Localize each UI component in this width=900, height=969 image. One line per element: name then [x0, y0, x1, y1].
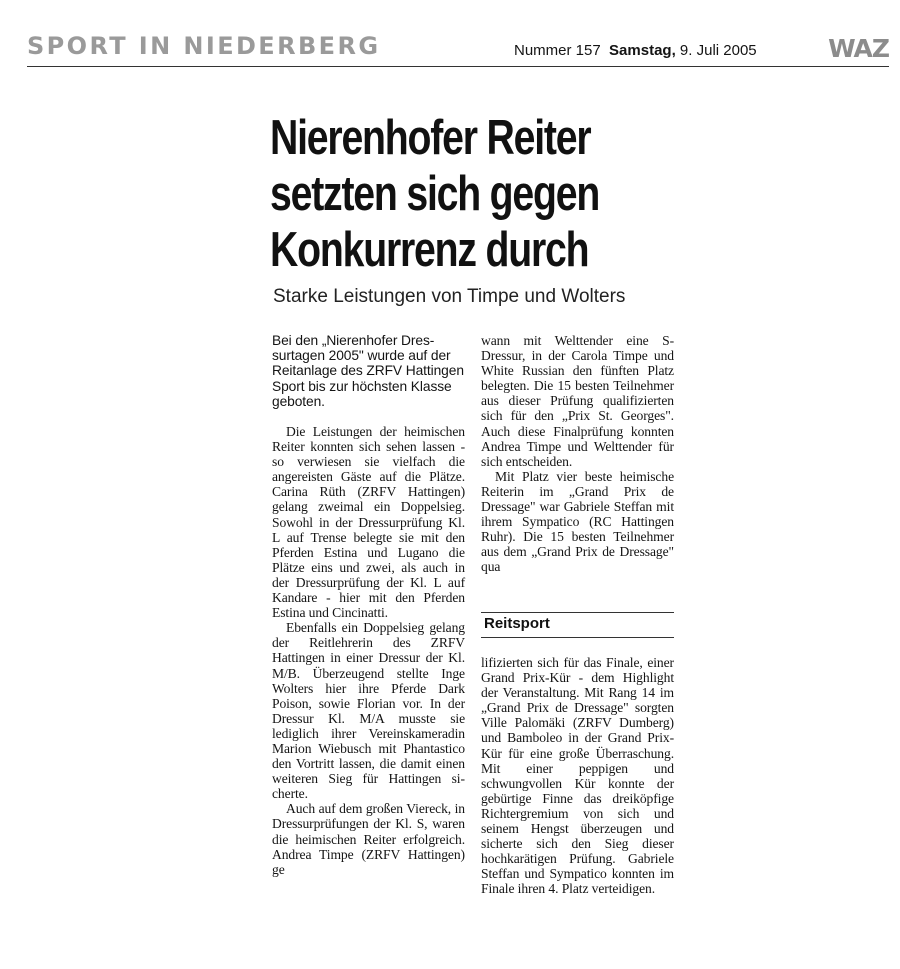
article-paragraph-3-start: Auch auf dem großen Viereck, in Dressurprüfungen der Kl. S, waren die heimischen Reiter erfolgreich. Andrea Timpe (ZRFV Hattingen) ge	[272, 801, 465, 877]
article-paragraph-4-start: Mit Platz vier beste heimische Reiterin im „Grand Prix de Dressage" war Gabriele Steffan mit ihrem Sympatico (RC Hattingen Ruhr). Die 15 besten Teilnehmer aus dem „Grand Prix de Dressage" qua	[481, 468, 674, 575]
issue-date: 9. Juli 2005	[679, 42, 757, 59]
newspaper-logo: WAZ	[828, 34, 889, 63]
rubric-divider-bottom	[481, 637, 674, 638]
article-full-text	[0, 0, 1, 1]
article-subheadline: Starke Leistungen von Timpe und Wolters	[273, 286, 626, 307]
article-column-left	[272, 333, 465, 877]
masthead	[27, 30, 889, 66]
section-title: SPORT IN NIEDERBERG	[27, 32, 381, 60]
issue-info	[514, 42, 757, 59]
article-headline: Nierenhofer Reiter setzten sich gegen Konkurrenz durch	[270, 111, 600, 277]
full-lead	[0, 0, 1, 1]
article-column-right-top	[481, 333, 674, 575]
article-paragraph-3-end: wann mit Welttender eine S-Dressur, in der Carola Timpe und White Russian den fünften Platz belegten. Die 15 besten Teilnehmer aus dieser Prüfung qualifizierten sich für den „Prix St. Georges". Auch diese Finalprüfung konnten Andrea Timpe und Welttender für sich entscheiden.	[481, 333, 674, 469]
article-paragraph-4-end: lifizierten sich für das Finale, einer Grand Prix-Kür - dem Highlight der Veranstaltung. Mit Rang 14 im „Grand Prix de Dressage" sorgten Ville Palomäki (ZRFV Dumberg) und Bamboleo in der Grand Prix-Kür für eine große Überraschung. Mit einer peppigen und schwungvollen Kür konnte der gebürtige Finne das dreiköpfige Richtergremium von sich und seinem Hengst überzeugen und sicherte sich den Sieg dieser hochkarätigen Prüfung. Gabriele Steffan und Sympatico konnten im Finale ihren 4. Platz verteidigen.	[481, 655, 674, 897]
article-paragraph-1: Die Leistungen der heimischen Reiter konnten sich sehen lassen - so verwiesen sie vielfach die angereisten Gäste auf die Plätze. Carina Rüth (ZRFV Hattingen) gelang zweimal ein Doppelsieg. Sowohl in der Dressurprüfung Kl. L auf Trense belegte sie mit den Pferden Estina und Lugano die Plätze eins und zwei, als auch in der Dressurprüfung der Kl. L auf Kandare - hier mit den Pferden Estina und Cincinatti.	[272, 424, 465, 621]
masthead-divider	[27, 66, 889, 67]
article-paragraph-2: Ebenfalls ein Doppelsieg gelang der Reitlehrerin des ZRFV Hattingen in einer Dressur der Kl. M/B. Überzeugend stellte Inge Wolters hier ihre Pferde Dark Poison, sowie Florian vor. In der Dressur Kl. M/A musste sie lediglich ihrer Vereinskameradin Marion Wiebusch mit Phantastico den Vortritt lassen, die damit einen weiteren Sieg für Hattingen sicherte.	[272, 620, 465, 802]
article-column-right-bottom	[481, 655, 674, 897]
rubric-label: Reitsport	[484, 615, 550, 632]
rubric-divider-top	[481, 612, 674, 613]
article-lead: Bei den „Nierenhofer Dressurtagen 2005" wurde auf der Reitanlage des ZRFV Hattingen Sport bis zur höchsten Klasse geboten.	[272, 333, 464, 409]
issue-weekday: Samstag,	[609, 42, 676, 59]
issue-number: Nummer 157	[514, 42, 601, 59]
